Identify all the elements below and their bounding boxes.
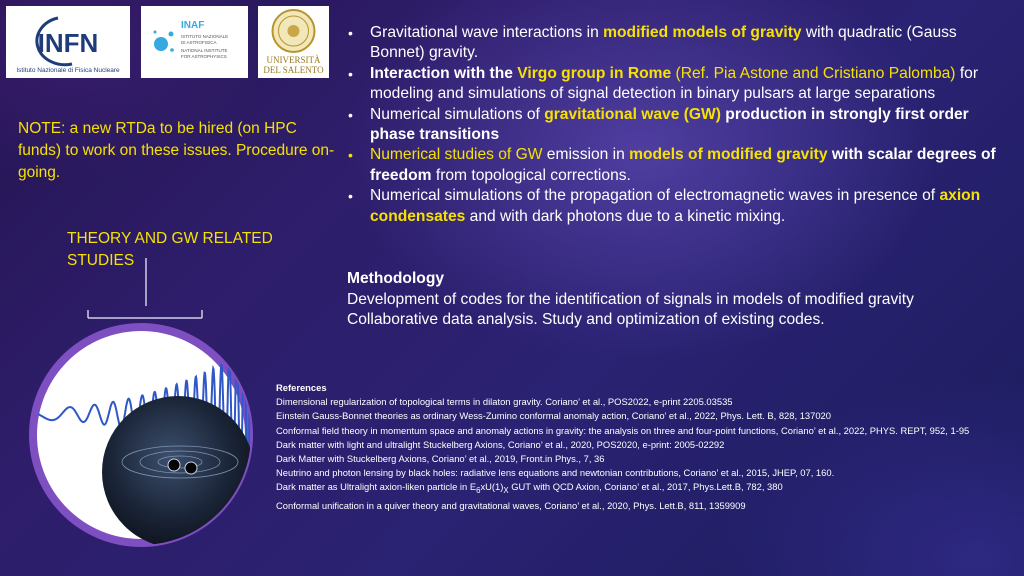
connector-bracket [80,252,210,322]
reference-item: Einstein Gauss-Bonnet theories as ordinary Wess-Zumino conformal anomaly action, Coriano’ et al., 2022, Phys. Lett. B, 828, 137020 [276,410,831,422]
methodology-title: Methodology [347,270,445,287]
reference-item: Dark matter with light and ultralight Stuckelberg Axions, Coriano’ et al., 2020, POS2020, e-print: 2005-02292 [276,438,725,450]
bullet-scalar-dof: • Numerical studies of GW emission in models of modified gravity with scalar degrees of freedom from topological corrections. [348,146,996,184]
methodology-line2: Collaborative data analysis. Study and optimization of existing codes. [347,311,825,328]
reference-item: Dark Matter with Stuckelberg Axions, Coriano’ et al., 2019, Front.in Phys., 7, 36 [276,453,605,465]
reference-item: Conformal field theory in momentum space and anomaly actions in gravity: the analysis on three and four-point functions, Coriano’ et al., 2022, PHYS. REPT, 952, 1-95 [276,424,970,436]
unisalento-logo [258,6,329,78]
inaf-line2: DI ASTROFISICA [181,40,217,45]
theory-label: THEORY AND GW RELATED STUDIES [67,230,273,269]
infn-caption: Istituto Nazionale di Fisica Nucleare [16,67,120,74]
infn-logo-mark [6,6,130,78]
references-section [276,381,1022,513]
reference-item: Dimensional regularization of topological terms in dilaton gravity. Coriano’ et al., POS2022, e-print 2205.03535 [276,396,733,408]
gravitational-wave-illustration [28,322,264,548]
bullet-axion: • Numerical simulations of the propagation of electromagnetic waves in presence of axion condensates and with dark photons due to a kinetic mixing. [348,187,981,225]
inaf-line4: FOR ASTROPHYSICS [181,54,227,59]
methodology-section [347,269,1007,331]
infn-logo [6,6,130,78]
unisalento-line1: UNIVERSITÀ [266,55,321,65]
black-hole-2-icon [185,462,197,474]
methodology-line1: Development of codes for the identification of signals in models of modified gravity [347,290,914,308]
reference-item: Conformal unification in a quiver theory and gravitational waves, Coriano’ et al., 2020, Phys. Lett.B, 811, 1359909 [276,499,746,511]
references-title: References [276,382,327,393]
infn-name: INFN [37,28,99,58]
reference-item: Neutrino and photon lensing by black holes: radiative lens equations and newtonian contributions, Coriano’ et al., 2015, JHEP, 07, 160. [276,467,835,479]
bullet-modified-gravity: • Gravitational wave interactions in modified models of gravity with quadratic (Gauss Bonnet) gravity. [348,24,957,62]
research-bullets [348,23,998,227]
unisalento-seal [258,6,329,78]
bullet-virgo: • Interaction with the Virgo group in Rome (Ref. Pia Astone and Cristiano Palomba) for modeling and simulations of signal detection in binary pulsars at large separations [348,64,979,103]
inaf-logo [141,6,248,78]
unisalento-line2: DEL SALENTO [263,65,324,75]
inaf-name: INAF [181,20,205,31]
reference-item: Dark matter as Ultralight axion-liken particle in $E_6xU(1)_X$ GUT with QCD Axion, Coriano’ et al., 2017, Phys.Lett.B, 782, 380 [276,481,783,496]
spacetime-sphere [102,396,254,548]
inaf-logo-mark [141,6,248,78]
inaf-dots-icon [154,31,174,52]
bullet-phase-transitions: • Numerical simulations of gravitational wave (GW) production in strongly first order phase transitions [348,105,969,144]
inaf-line1: ISTITUTO NAZIONALE [181,34,229,39]
black-hole-1-icon [168,459,180,471]
inaf-line3: NATIONAL INSTITUTE [181,48,228,53]
rtda-note: NOTE: a new RTDa to be hired (on HPC funds) to work on these issues. Procedure on-going. [18,120,335,181]
